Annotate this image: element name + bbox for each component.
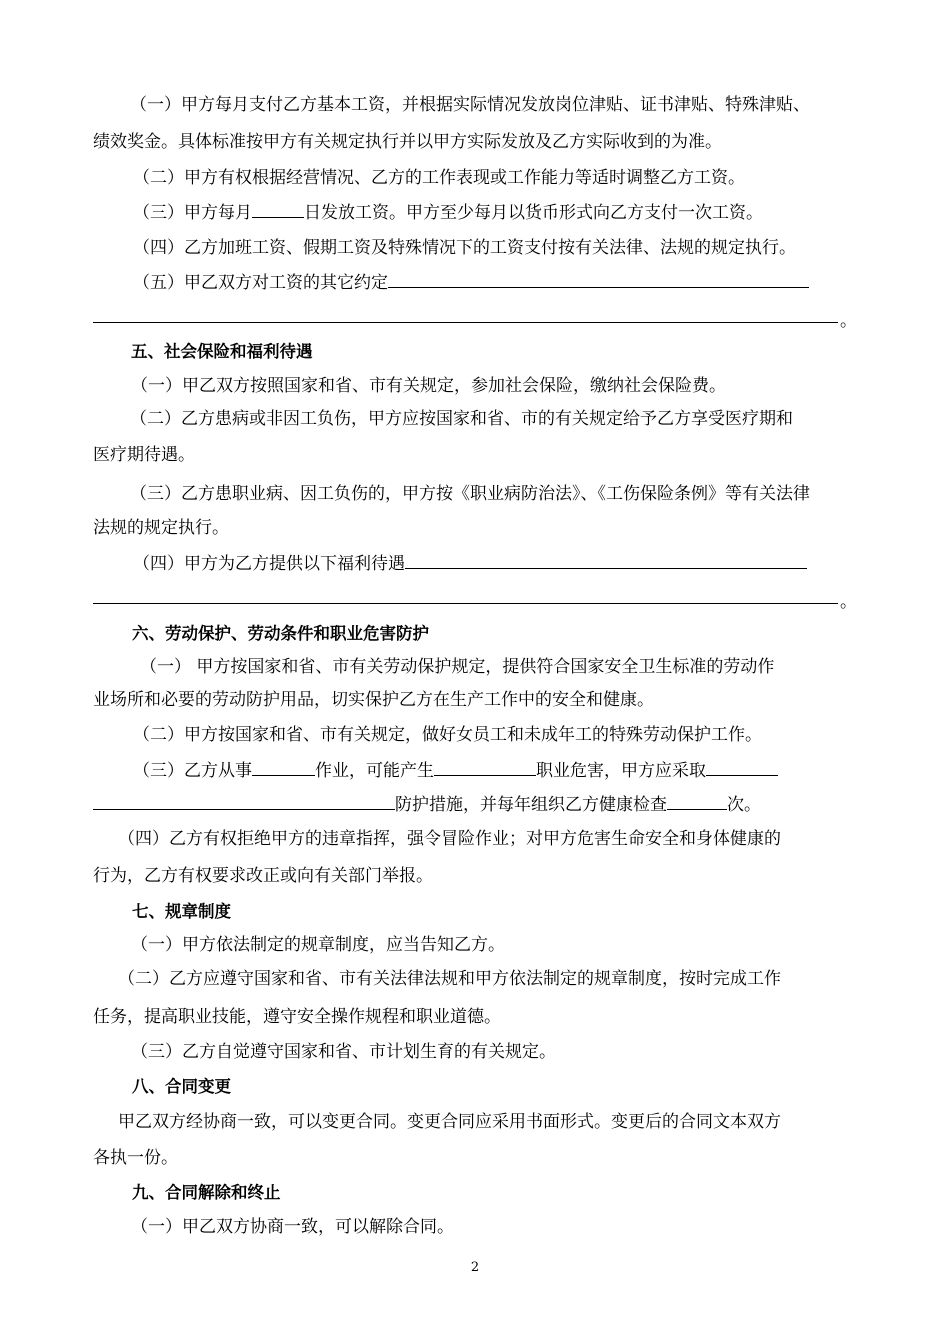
clause-6-1-line-1: （一） 甲方按国家和省、市有关劳动保护规定，提供符合国家安全卫生标准的劳动作 [140, 657, 775, 677]
page-number: 2 [470, 1260, 480, 1275]
clause-6-3-a: （三）乙方从事 [133, 761, 252, 781]
clause-6-1-line-2: 业场所和必要的劳动防护用品，切实保护乙方在生产工作中的安全和健康。 [93, 690, 654, 710]
clause-6-3-c: 职业危害，甲方应采取 [536, 761, 706, 781]
clause-6-2: （二）甲方按国家和省、市有关规定，做好女员工和未成年工的特殊劳动保护工作。 [133, 725, 762, 745]
section-5-heading: 五、社会保险和福利待遇 [131, 342, 313, 361]
measure-blank-2[interactable] [93, 791, 395, 810]
section-8-heading: 八、合同变更 [132, 1077, 231, 1096]
clause-7-3: （三）乙方自觉遵守国家和省、市计划生育的有关规定。 [131, 1042, 556, 1062]
section-6-heading: 六、劳动保护、劳动条件和职业危害防护 [132, 624, 429, 643]
clause-8-line-1: 甲乙双方经协商一致，可以变更合同。变更合同应采用书面形式。变更后的合同文本双方 [118, 1112, 781, 1132]
measure-blank[interactable] [706, 757, 778, 776]
clause-6-4-line-1: （四）乙方有权拒绝甲方的违章指挥，强令冒险作业；对甲方危害生命安全和身体健康的 [118, 829, 781, 849]
clause-4-3 [133, 199, 898, 227]
clause-4-5 [133, 269, 898, 297]
clause-8-line-2: 各执一份。 [93, 1148, 178, 1168]
end-mark: 。 [840, 311, 857, 331]
clause-7-1: （一）甲方依法制定的规章制度，应当告知乙方。 [131, 935, 505, 955]
clause-6-3-d: 防护措施，并每年组织乙方健康检查 [395, 795, 667, 815]
section-9-heading: 九、合同解除和终止 [132, 1183, 281, 1202]
clause-4-1-line-1: （一）甲方每月支付乙方基本工资，并根据实际情况发放岗位津贴、证书津贴、特殊津贴、 [130, 95, 810, 115]
section-7-heading: 七、规章制度 [132, 902, 231, 921]
clause-7-2-line-2: 任务，提高职业技能，遵守安全操作规程和职业道德。 [93, 1007, 501, 1027]
checkup-count-blank[interactable] [667, 791, 727, 810]
clause-4-1-line-2: 绩效奖金。具体标准按甲方有关规定执行并以甲方实际发放及乙方实际收到的为准。 [93, 132, 722, 152]
clause-6-3-line-2 [93, 791, 858, 819]
clause-6-4-line-2: 行为，乙方有权要求改正或向有关部门举报。 [93, 866, 433, 886]
clause-4-2: （二）甲方有权根据经营情况、乙方的工作表现或工作能力等适时调整乙方工资。 [133, 168, 745, 188]
wage-other-blank[interactable] [388, 269, 809, 288]
clause-6-3-line-1 [133, 757, 898, 785]
clause-5-2-line-2: 医疗期待遇。 [93, 445, 195, 465]
clause-6-3-b: 作业，可能产生 [315, 761, 434, 781]
clause-9-1: （一）甲乙双方协商一致，可以解除合同。 [131, 1217, 454, 1237]
welfare-blank-line-2[interactable] [93, 603, 838, 604]
end-mark-2: 。 [840, 592, 857, 612]
hazard-blank[interactable] [434, 757, 536, 776]
clause-4-5-text: （五）甲乙双方对工资的其它约定 [133, 273, 388, 293]
clause-6-3-e: 次。 [727, 795, 761, 815]
clause-4-3-post: 日发放工资。甲方至少每月以货币形式向乙方支付一次工资。 [304, 203, 763, 223]
clause-5-3-line-2: 法规的规定执行。 [93, 518, 229, 538]
clause-5-4-text: （四）甲方为乙方提供以下福利待遇 [133, 554, 405, 574]
clause-5-1: （一）甲乙双方按照国家和省、市有关规定，参加社会保险，缴纳社会保险费。 [131, 376, 726, 396]
payday-blank[interactable] [252, 199, 304, 218]
clause-5-2-line-1: （二）乙方患病或非因工负伤，甲方应按国家和省、市的有关规定给予乙方享受医疗期和 [130, 409, 793, 429]
wage-other-blank-line-2[interactable] [93, 322, 838, 323]
welfare-blank[interactable] [405, 550, 807, 569]
clause-7-2-line-1: （二）乙方应遵守国家和省、市有关法律法规和甲方依法制定的规章制度，按时完成工作 [118, 969, 781, 989]
work-type-blank[interactable] [252, 757, 315, 776]
clause-4-3-pre: （三）甲方每月 [133, 203, 252, 223]
clause-5-3-line-1: （三）乙方患职业病、因工负伤的，甲方按《职业病防治法》、《工伤保险条例》等有关法律 [130, 484, 810, 504]
clause-5-4 [133, 550, 898, 578]
clause-4-4: （四）乙方加班工资、假期工资及特殊情况下的工资支付按有关法律、法规的规定执行。 [133, 238, 796, 258]
